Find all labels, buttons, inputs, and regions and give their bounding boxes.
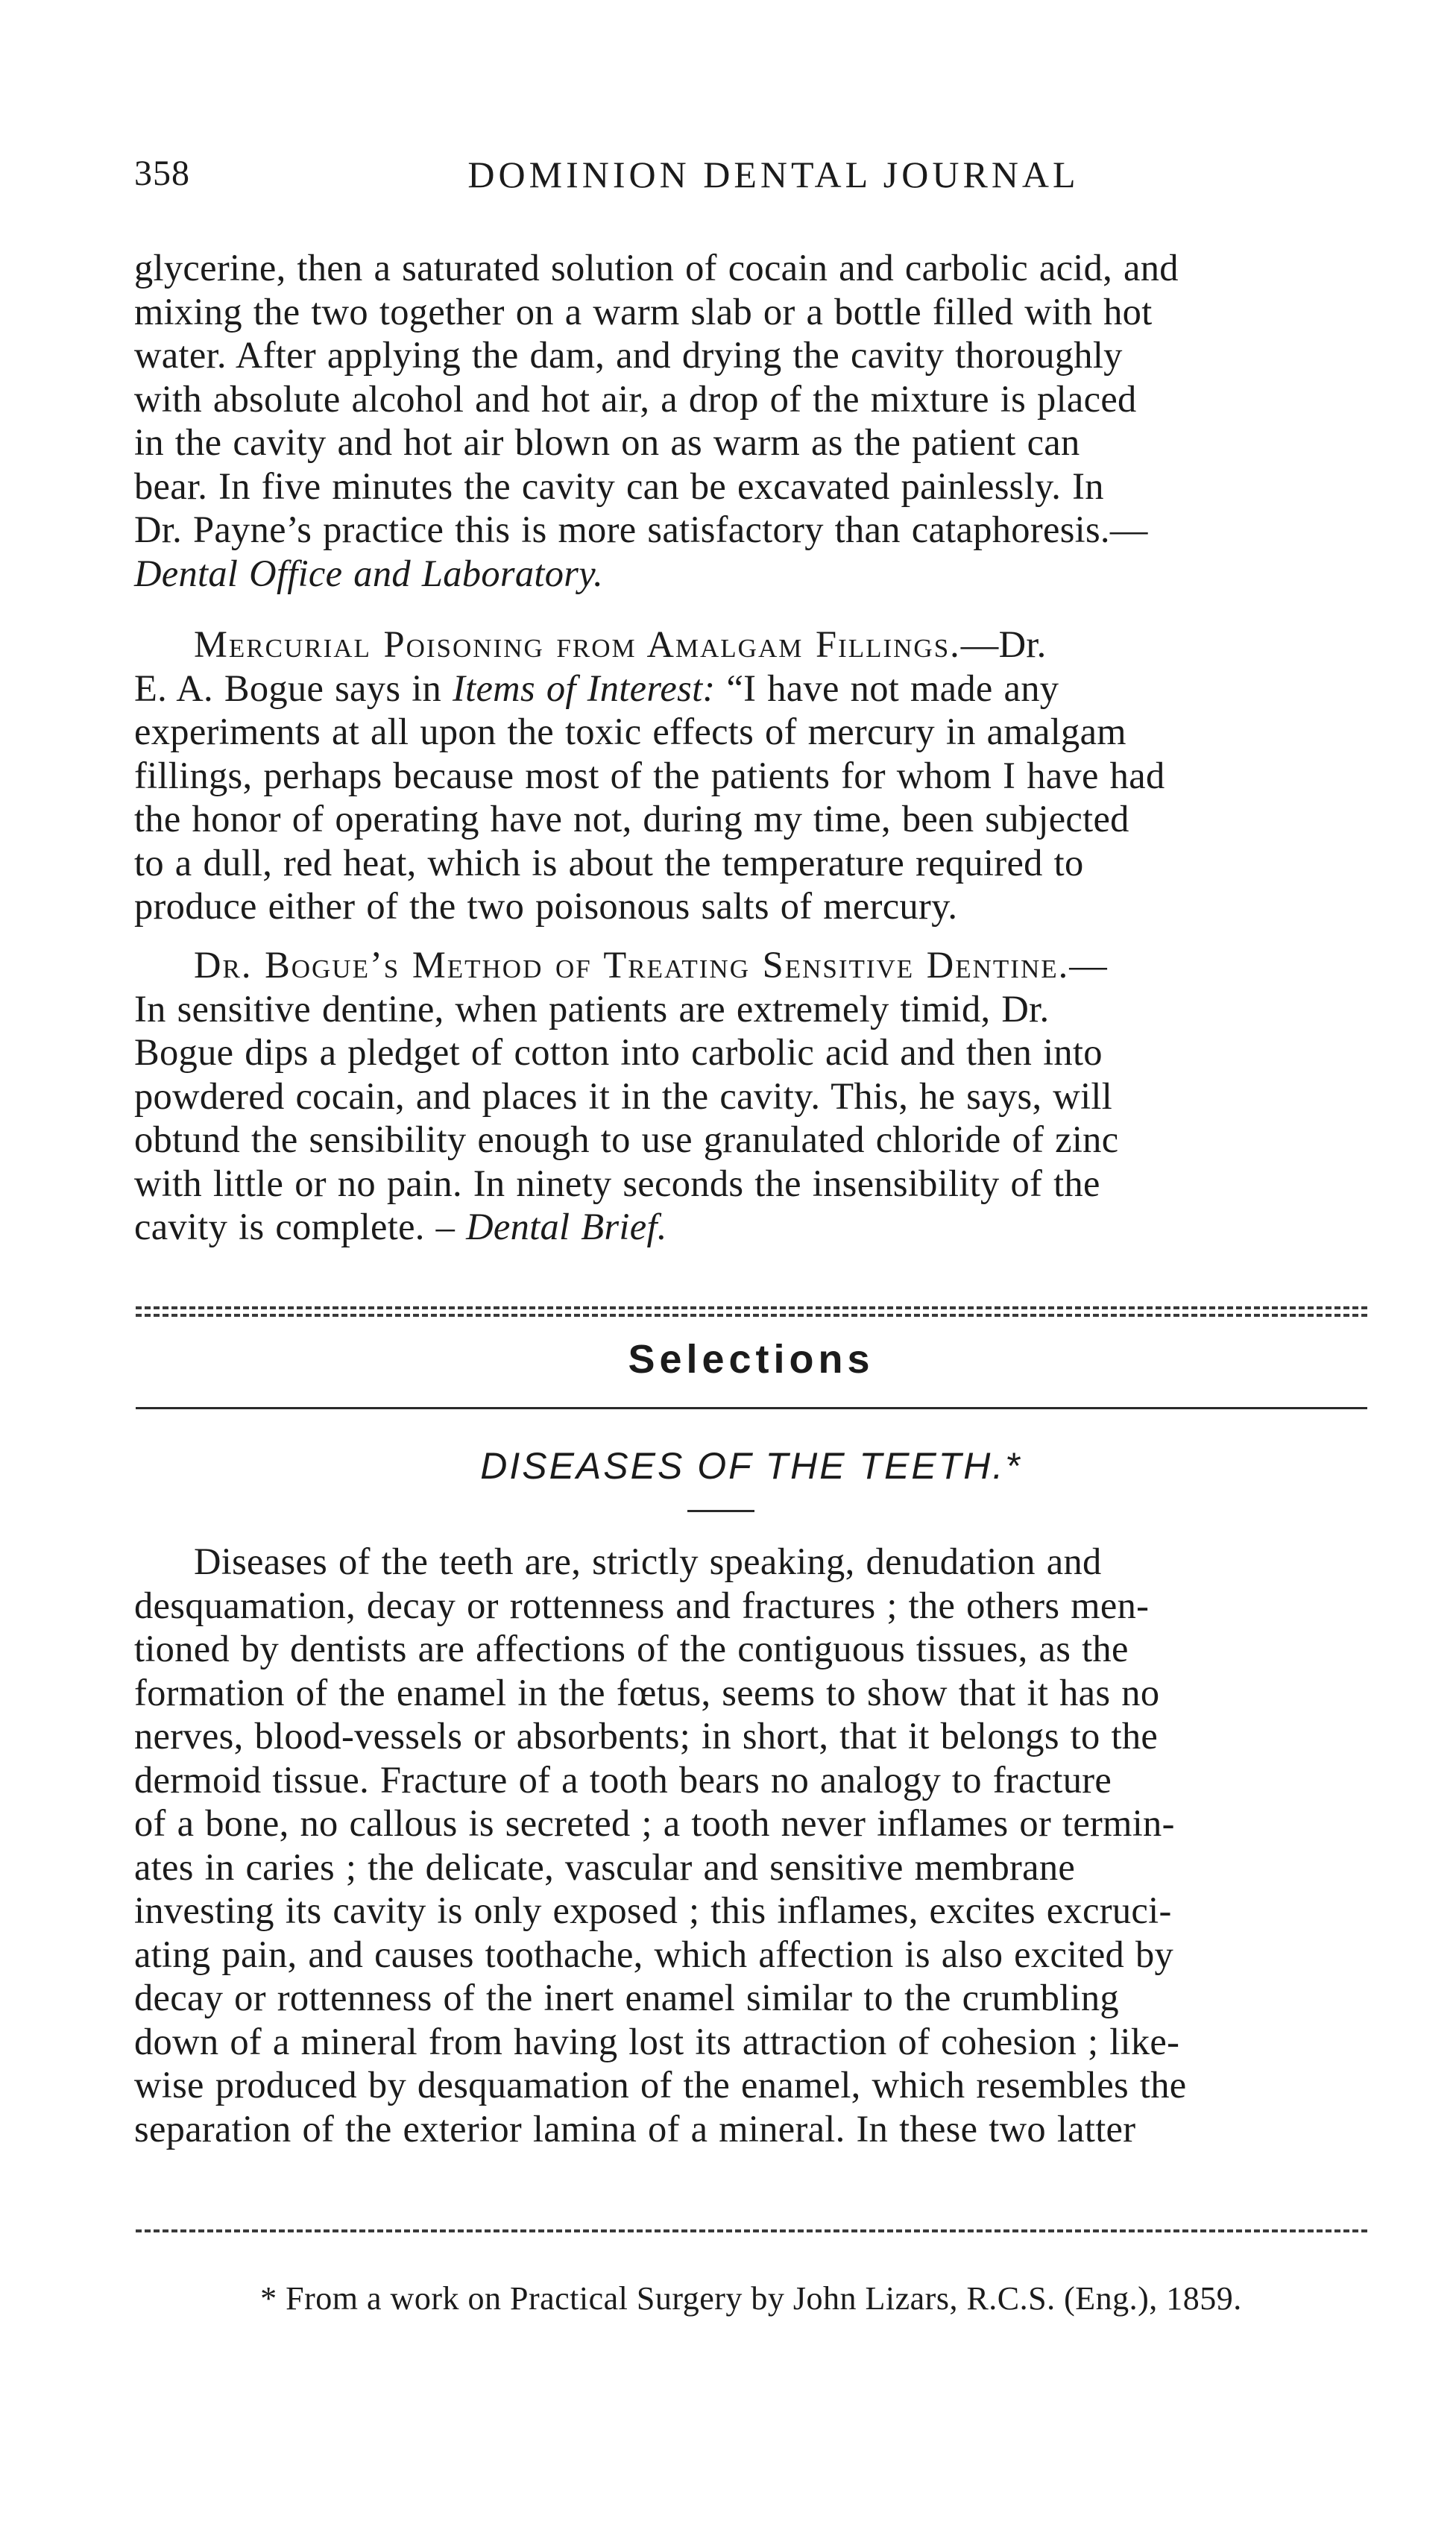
footnote-divider — [136, 2229, 1367, 2232]
text-line: desquamation, decay or rottenness and fractures ; the others men- — [134, 1584, 1150, 1626]
heading-tail: —Dr. — [960, 623, 1047, 665]
footnote: * From a work on Practical Surgery by John Lizars, R.C.S. (Eng.), 1859. — [260, 2280, 1242, 2317]
text-line: to a dull, red heat, which is about the temperature required to — [134, 841, 1084, 884]
text-line: separation of the exterior lamina of a mineral. In these two latter — [134, 2107, 1136, 2150]
source-citation: Dental Brief. — [466, 1206, 667, 1247]
page-number: 358 — [134, 154, 190, 193]
text-line: obtund the sensibility enough to use granulated chloride of zinc — [134, 1118, 1119, 1160]
text-line: decay or rottenness of the inert enamel similar to the crumbling — [134, 1977, 1119, 2018]
text-line: formation of the enamel in the fœtus, seems to show that it has no — [134, 1671, 1160, 1713]
text-line: Diseases of the teeth are, strictly speaking, denudation and — [194, 1540, 1102, 1582]
source-citation: Items of Interest: — [453, 667, 716, 709]
text-line: glycerine, then a saturated solution of cocain and carbolic acid, and — [134, 247, 1179, 289]
text-line: Bogue dips a pledget of cotton into carbolic acid and then into — [134, 1031, 1103, 1073]
text-line: bear. In five minutes the cavity can be excavated painlessly. In — [134, 465, 1104, 507]
paragraph-heading: Dr. Bogue’s Method of Treating Sensitive Dentine. — [194, 944, 1070, 986]
source-citation: Dental Office and Laboratory. — [134, 552, 604, 594]
text-line: of a bone, no callous is secreted ; a tooth never inflames or termin- — [134, 1802, 1175, 1844]
paragraph-mercurial-poisoning — [134, 623, 1368, 928]
text-line: with absolute alcohol and hot air, a drop of the mixture is placed — [134, 377, 1137, 420]
title-underline — [687, 1510, 754, 1512]
paragraph-heading: Mercurial Poisoning from Amalgam Fillings. — [194, 623, 961, 665]
line-start: E. A. Bogue says in — [134, 667, 453, 709]
text-line: tioned by dentists are affections of the contiguous tissues, as the — [134, 1628, 1129, 1669]
section-divider-top-2 — [136, 1314, 1367, 1317]
text-line: Dr. Payne’s practice this is more satisfactory than cataphoresis.— — [134, 509, 1148, 550]
text-line: the honor of operating have not, during my time, been subjected — [134, 798, 1129, 840]
section-title: Selections — [628, 1337, 874, 1382]
text-line — [134, 1205, 1368, 1249]
text-line: dermoid tissue. Fracture of a tooth bears no analogy to fracture — [134, 1758, 1112, 1801]
text-line: in the cavity and hot air blown on as warm as the patient can — [134, 421, 1080, 463]
text-line: produce either of the two poisonous salts of mercury. — [134, 885, 958, 927]
text-line: ates in caries ; the delicate, vascular and sensitive membrane — [134, 1845, 1076, 1888]
running-title: DOMINION DENTAL JOURNAL — [467, 154, 1080, 195]
page-header — [134, 153, 1368, 205]
text-line: investing its cavity is only exposed ; this inflames, excites excruci- — [134, 1889, 1172, 1931]
line-end: “I have not made any — [715, 667, 1059, 709]
text-line: fillings, perhaps because most of the patients for whom I have had — [134, 754, 1165, 796]
text-line — [134, 623, 1368, 667]
paragraph-cocain-method — [134, 246, 1368, 595]
paragraph-sensitive-dentine — [134, 943, 1368, 1249]
text-line — [134, 943, 1368, 987]
text-line: powdered cocain, and places it in the cavity. This, he says, will — [134, 1074, 1113, 1117]
text-line: ating pain, and causes toothache, which affection is also excited by — [134, 1933, 1174, 1975]
text-line: nerves, blood-vessels or absorbents; in short, that it belongs to the — [134, 1715, 1159, 1757]
section-divider-bottom — [136, 1407, 1367, 1409]
text-line: down of a mineral from having lost its attraction of cohesion ; like- — [134, 2020, 1180, 2062]
text-line: with little or no pain. In ninety seconds the insensibility of the — [134, 1162, 1100, 1204]
line-start: cavity is complete. – — [134, 1206, 467, 1247]
article-title: DISEASES OF THE TEETH.* — [480, 1445, 1022, 1487]
text-line — [134, 667, 1368, 711]
text-line: In sensitive dentine, when patients are extremely timid, Dr. — [134, 987, 1050, 1030]
text-line: mixing the two together on a warm slab or a bottle filled with hot — [134, 290, 1153, 333]
text-line: experiments at all upon the toxic effects of mercury in amalgam — [134, 711, 1126, 752]
heading-tail: — — [1069, 944, 1108, 986]
article-body — [134, 1540, 1368, 2150]
text-line: wise produced by desquamation of the enamel, which resembles the — [134, 2064, 1187, 2106]
section-divider-top — [136, 1306, 1367, 1309]
text-line: water. After applying the dam, and drying the cavity thoroughly — [134, 334, 1123, 376]
